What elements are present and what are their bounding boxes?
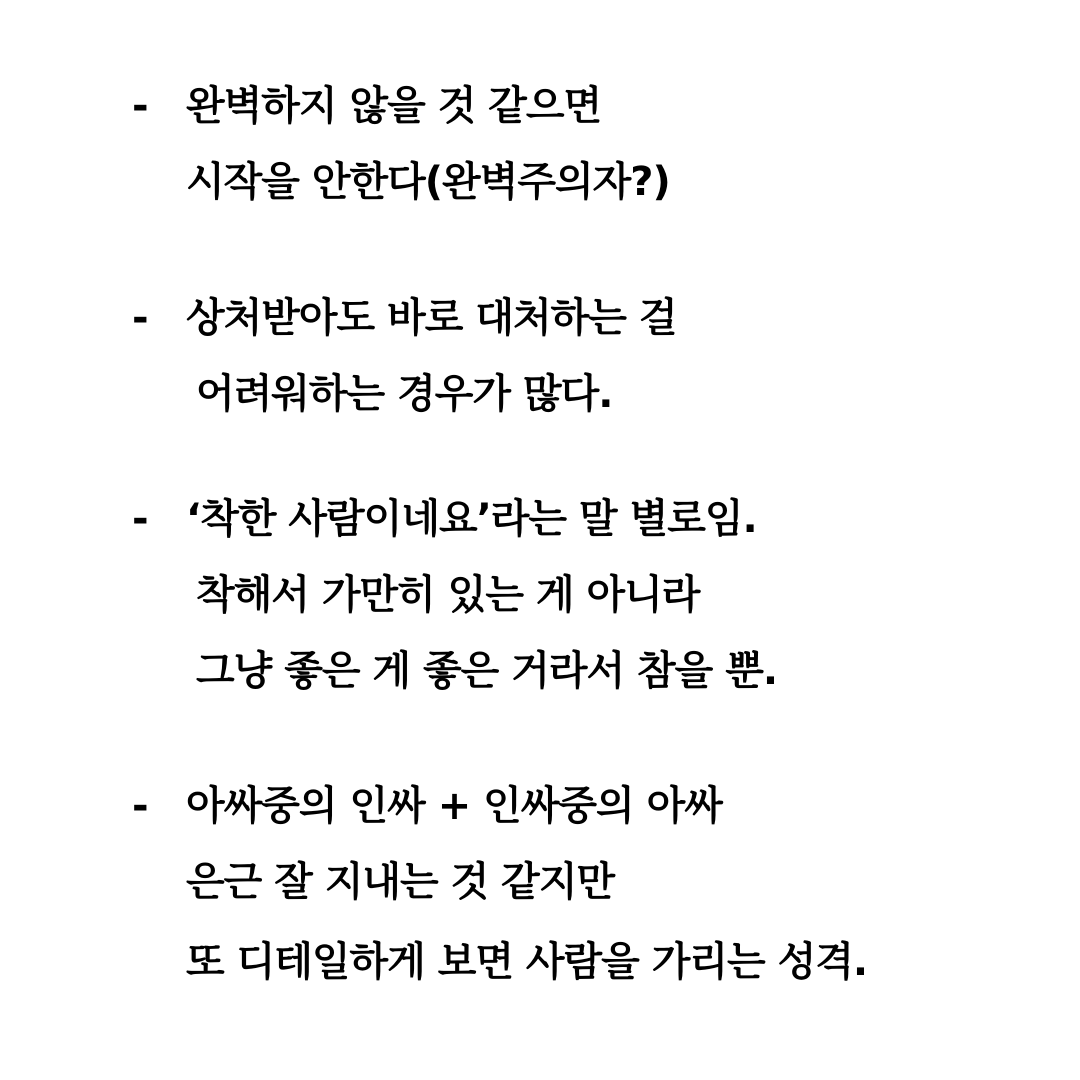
bullet-marker: - — [132, 496, 149, 542]
item-4-line-2: 은근 잘 지내는 것 같지만 — [186, 859, 615, 905]
item-3-line-2: 착해서 가만히 있는 게 아니라 — [196, 572, 700, 618]
item-1-line-1: 완벽하지 않을 것 같으면 — [186, 83, 602, 129]
item-2-line-1: 상처받아도 바로 대처하는 걸 — [186, 295, 677, 341]
bullet-marker: - — [132, 83, 149, 129]
item-4-line-3: 또 디테일하게 보면 사람을 가리는 성격. — [186, 939, 868, 985]
item-4-line-1: 아싸중의 인싸 + 인싸중의 아싸 — [186, 783, 722, 829]
item-3-line-1: ‘착한 사람이네요’라는 말 별로임. — [186, 496, 757, 542]
item-3-line-3: 그냥 좋은 게 좋은 거라서 참을 뿐. — [196, 648, 778, 694]
item-2-line-2: 어려워하는 경우가 많다. — [196, 371, 613, 417]
bullet-marker: - — [132, 295, 149, 341]
bullet-marker: - — [132, 783, 149, 829]
item-1-line-2: 시작을 안한다(완벽주의자?) — [186, 159, 670, 205]
